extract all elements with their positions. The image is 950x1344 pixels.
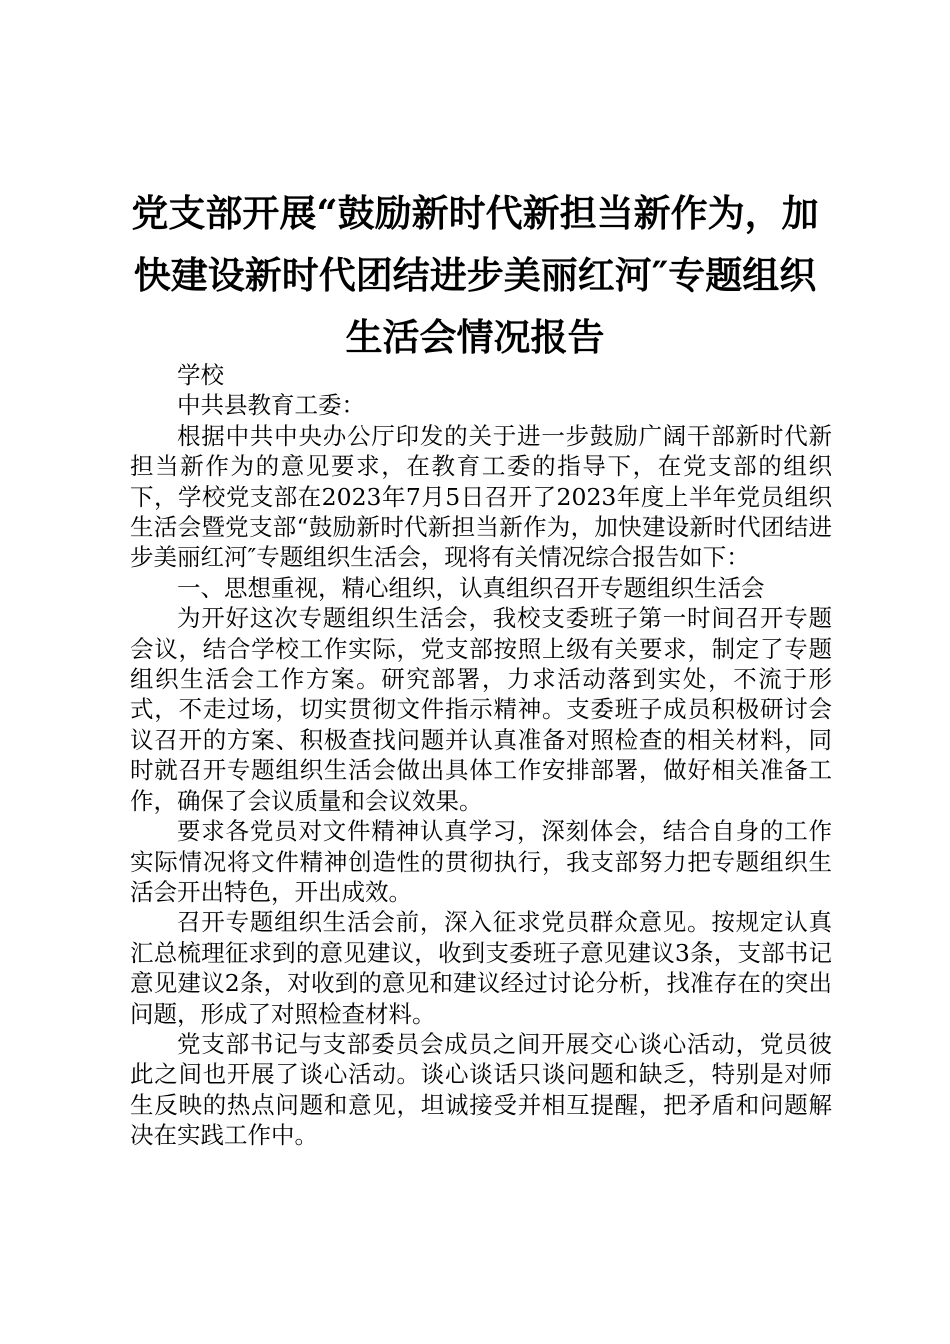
paragraph-preparation: 为开好这次专题组织生活会，我校支委班子第一时间召开专题会议，结合学校工作实际，党支部按照上级有关要求，制定了专题组织生活会工作方案。研究部署，力求活动落到实处，不流于形式，不走过场，切实贯彻文件指示精神。支委班子成员积极研讨会议召开的方案、积极查找问题并认真准备对照检查的相关材料，同时就召开专题组织生活会做出具体工作安排部署，做好相关准备工作，确保了会议质量和会议效果。 (130, 604, 832, 815)
document-title: 党支部开展“鼓励新时代新担当新作为，加快建设新时代团结进步美丽红河″专题组织生活会情况报告 (131, 191, 819, 359)
document-body (130, 360, 832, 1151)
paragraph-addressee: 中共县教育工委： (177, 391, 365, 420)
paragraph-heart-talk: 党支部书记与支部委员会成员之间开展交心谈心活动，党员彼此之间也开展了谈心活动。谈心谈话只谈问题和缺乏，特别是对师生反映的热点问题和意见，坦诚接受并相互提醒，把矛盾和问题解决在实践工作中。 (130, 1029, 832, 1150)
paragraph-study: 要求各党员对文件精神认真学习，深刻体会，结合自身的工作实际情况将文件精神创造性的贯彻执行，我支部努力把专题组织生活会开出特色，开出成效。 (130, 817, 832, 906)
paragraph-school: 学校 (177, 361, 224, 389)
paragraph-opinions: 召开专题组织生活会前，深入征求党员群众意见。按规定认真汇总梳理征求到的意见建议，收到支委班子意见建议3条，支部书记意见建议2条，对收到的意见和建议经过讨论分析，找准存在的突出问题，形成了对照检查材料。 (130, 908, 832, 1028)
section-heading-1: 一、思想重视，精心组织，认真组织召开专题组织生活会 (177, 573, 765, 602)
paragraph-intro: 根据中共中央办公厅印发的关于进一步鼓励广阔干部新时代新担当新作为的意见要求，在教育工委的指导下，在党支部的组织下，学校党支部在2023年7月5日召开了2023年度上半年党员组织生活会暨党支部“鼓励新时代新担当新作为，加快建设新时代团结进步美丽红河″专题组织生活会，现将有关情况综合报告如下： (130, 421, 832, 572)
